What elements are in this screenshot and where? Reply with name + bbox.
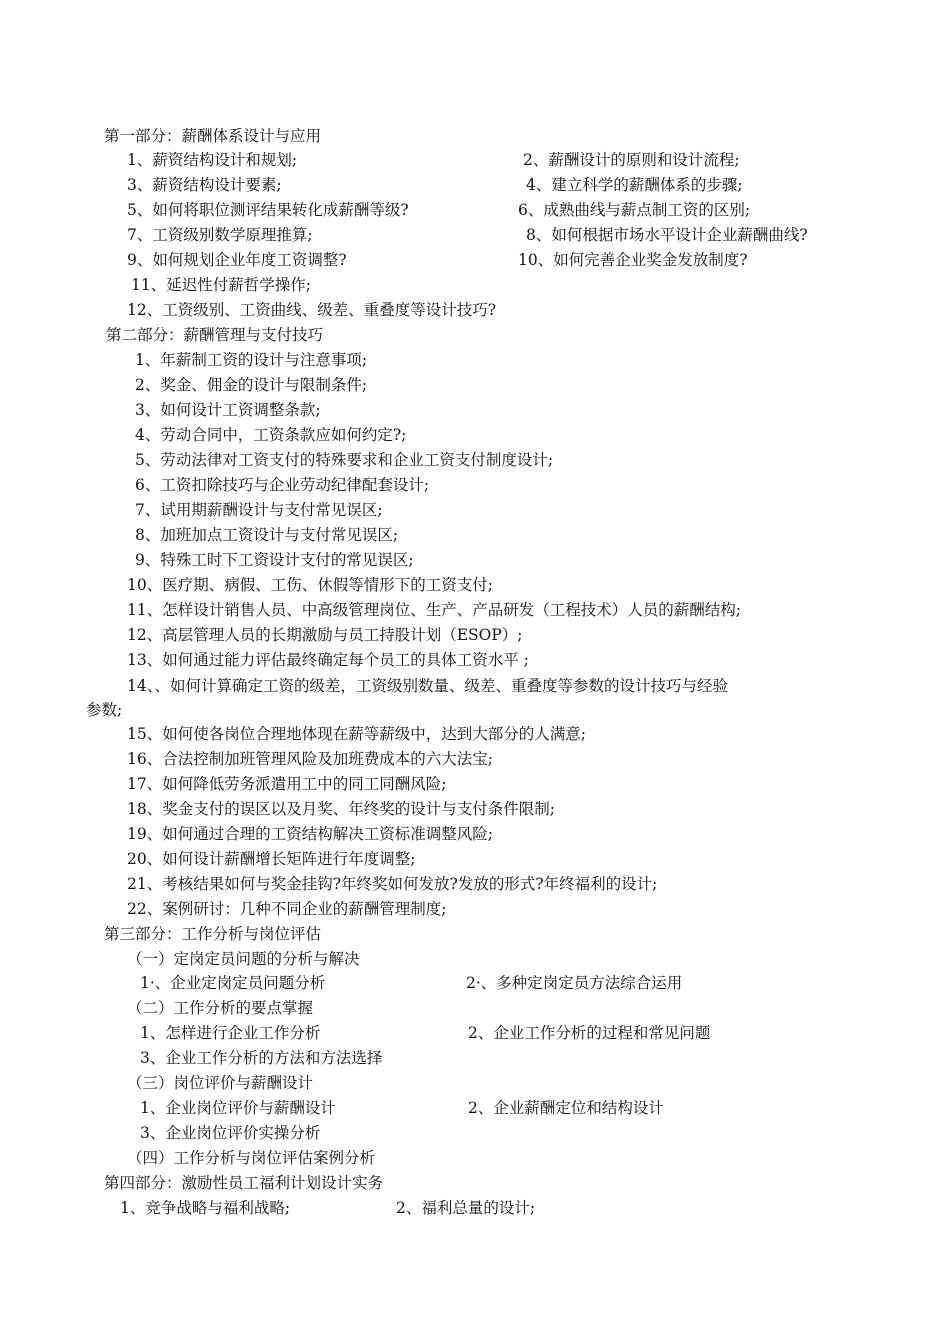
part3-sec2-title: （二）工作分析的要点掌握 — [127, 999, 314, 1017]
part2-item-14-cont: 参数; — [86, 701, 123, 719]
part3-sec4-title: （四）工作分析与岗位评估案例分析 — [127, 1149, 376, 1167]
part4-heading: 第四部分：激励性员工福利计划设计实务 — [104, 1174, 384, 1192]
part2-item-20: 20、如何设计薪酬增长矩阵进行年度调整; — [127, 850, 416, 868]
part1-item-7: 7、工资级别数学原理推算; — [127, 226, 313, 244]
part2-heading: 第二部分：薪酬管理与支付技巧 — [106, 326, 324, 344]
part1-item-11: 11、延迟性付薪哲学操作; — [131, 276, 311, 294]
part1-item-8: 8、如何根据市场水平设计企业薪酬曲线? — [526, 226, 808, 244]
part3-heading: 第三部分：工作分析与岗位评估 — [104, 925, 322, 943]
part3-sec2-item-2: 2、企业工作分析的过程和常见问题 — [468, 1024, 711, 1042]
part1-item-5: 5、如何将职位测评结果转化成薪酬等级? — [127, 201, 409, 219]
part1-item-9: 9、如何规划企业年度工资调整? — [127, 251, 347, 269]
part2-item-2: 2、奖金、佣金的设计与限制条件; — [135, 376, 368, 394]
part2-item-5: 5、劳动法律对工资支付的特殊要求和企业工资支付制度设计; — [135, 451, 554, 469]
part3-sec1-item-1: 1·、企业定岗定员问题分析 — [140, 974, 326, 992]
part3-sec1-item-2: 2·、多种定岗定员方法综合运用 — [466, 974, 683, 992]
part1-item-6: 6、成熟曲线与薪点制工资的区别; — [518, 201, 751, 219]
part1-item-3: 3、薪资结构设计要素; — [127, 176, 282, 194]
part1-item-2: 2、薪酬设计的原则和设计流程; — [523, 151, 740, 169]
part4-item-2: 2、福利总量的设计; — [396, 1199, 536, 1217]
part3-sec3-item-3: 3、企业岗位评价实操分析 — [140, 1124, 321, 1142]
part3-sec1-title: （一）定岗定员问题的分析与解决 — [127, 950, 360, 968]
part1-item-10: 10、如何完善企业奖金发放制度? — [518, 251, 748, 269]
part2-item-16: 16、合法控制加班管理风险及加班费成本的六大法宝; — [127, 750, 493, 768]
part2-item-4: 4、劳动合同中，工资条款应如何约定?; — [135, 426, 407, 444]
part2-item-9: 9、特殊工时下工资设计支付的常见误区; — [135, 551, 414, 569]
part2-item-21: 21、考核结果如何与奖金挂钩?年终奖如何发放?发放的形式?年终福利的设计; — [127, 875, 658, 893]
part2-item-1: 1、年薪制工资的设计与注意事项; — [135, 351, 368, 369]
part3-sec3-item-1: 1、企业岗位评价与薪酬设计 — [140, 1099, 336, 1117]
part2-item-7: 7、试用期薪酬设计与支付常见误区; — [135, 501, 383, 519]
part2-item-17: 17、如何降低劳务派遣用工中的同工同酬风险; — [127, 775, 447, 793]
part2-item-3: 3、如何设计工资调整条款; — [135, 401, 321, 419]
part2-item-19: 19、如何通过合理的工资结构解决工资标准调整风险; — [127, 825, 493, 843]
part2-item-14: 14、、如何计算确定工资的级差，工资级别数量、级差、重叠度等参数的设计技巧与经验 — [127, 677, 728, 695]
part2-item-6: 6、工资扣除技巧与企业劳动纪律配套设计; — [135, 476, 430, 494]
part2-item-18: 18、奖金支付的误区以及月奖、年终奖的设计与支付条件限制; — [127, 800, 555, 818]
part2-item-22: 22、案例研讨：几种不同企业的薪酬管理制度; — [127, 900, 447, 918]
part1-item-12: 12、工资级别、工资曲线、级差、重叠度等设计技巧? — [127, 301, 497, 319]
part3-sec2-item-3: 3、企业工作分析的方法和方法选择 — [140, 1049, 383, 1067]
part3-sec3-title: （三）岗位评价与薪酬设计 — [127, 1074, 314, 1092]
part2-item-10: 10、医疗期、病假、工伤、休假等情形下的工资支付; — [127, 576, 493, 594]
part1-item-4: 4、建立科学的薪酬体系的步骤; — [526, 176, 743, 194]
part3-sec2-item-1: 1、怎样进行企业工作分析 — [140, 1024, 321, 1042]
part1-item-1: 1、薪资结构设计和规划; — [127, 151, 298, 169]
part2-item-12: 12、高层管理人员的长期激励与员工持股计划（ESOP）; — [127, 626, 523, 644]
part3-sec3-item-2: 2、企业薪酬定位和结构设计 — [468, 1099, 664, 1117]
part2-item-11: 11、怎样设计销售人员、中高级管理岗位、生产、产品研发（工程技术）人员的薪酬结构; — [127, 601, 741, 619]
part1-heading: 第一部分：薪酬体系设计与应用 — [104, 127, 322, 145]
part4-item-1: 1、竞争战略与福利战略; — [120, 1199, 291, 1217]
part2-item-8: 8、加班加点工资设计与支付常见误区; — [135, 526, 399, 544]
part2-item-15: 15、如何使各岗位合理地体现在薪等薪级中，达到大部分的人满意; — [127, 725, 586, 743]
part2-item-13: 13、如何通过能力评估最终确定每个员工的具体工资水平 ; — [127, 651, 529, 669]
